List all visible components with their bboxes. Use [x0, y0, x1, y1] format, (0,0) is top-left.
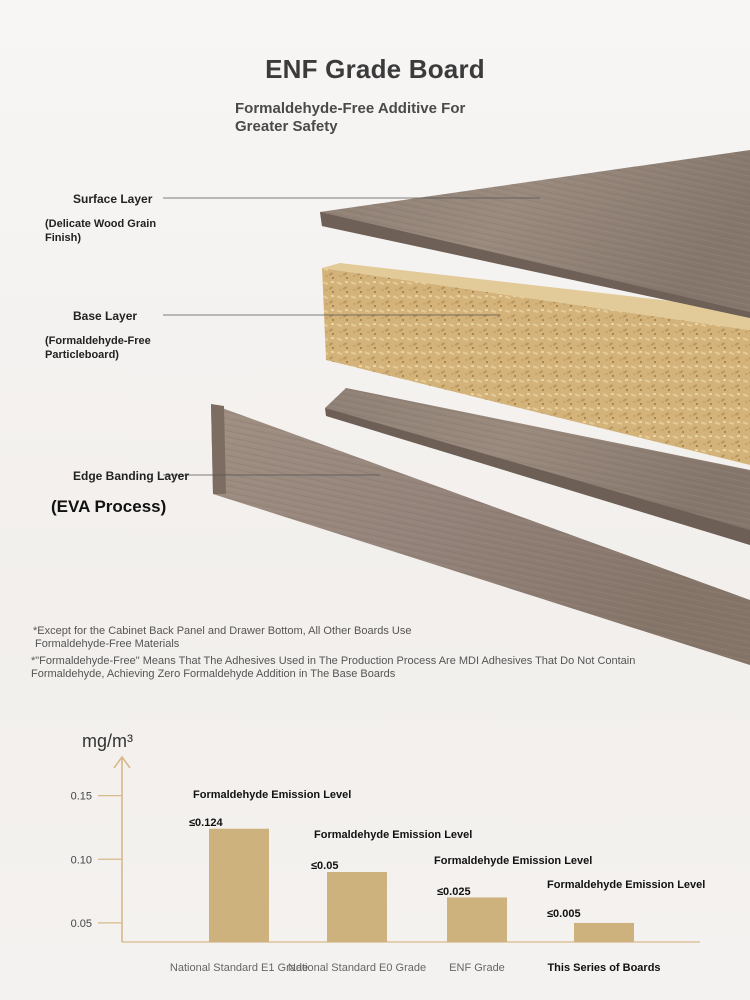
bar-value-label-2: ≤0.025: [437, 886, 471, 898]
x-tick-label-3: This Series of Boards: [547, 962, 661, 974]
bar-value-label-3: ≤0.005: [547, 908, 581, 920]
y-tick-label-2: 0.15: [70, 790, 92, 803]
footnote-2-line-1: *"Formaldehyde-Free" Means That The Adhesives Used in The Production Process Are MDI Adhesives That Do Not Contain: [31, 655, 636, 667]
bar-value-label-1: ≤0.05: [311, 860, 339, 872]
subtitle-line-2: Greater Safety: [235, 118, 338, 135]
edge-layer-label: Edge Banding Layer: [73, 469, 190, 483]
subtitle-line-1: Formaldehyde-Free Additive For: [235, 100, 466, 117]
base-desc-line-2: Particleboard): [45, 349, 119, 361]
bar-title-2: Formaldehyde Emission Level: [434, 855, 593, 867]
footnote-1-line-2: Formaldehyde-Free Materials: [35, 637, 180, 650]
x-tick-label-0: National Standard E1 Grade: [169, 962, 309, 974]
edge-layer-desc: (EVA Process): [51, 497, 167, 516]
footnote-1-line-1: *Except for the Cabinet Back Panel and Drawer Bottom, All Other Boards Use: [33, 625, 412, 637]
base-layer-label: Base Layer: [73, 309, 138, 323]
bar-title-3: Formaldehyde Emission Level: [547, 879, 706, 891]
bar-2: [447, 897, 507, 942]
y-tick-label-0: 0.05: [70, 917, 92, 930]
y-tick-label-1: 0.10: [70, 854, 92, 867]
chart-unit-label: mg/m³: [82, 731, 133, 751]
bar-title-0: Formaldehyde Emission Level: [193, 789, 352, 801]
page-title: ENF Grade Board: [265, 54, 485, 84]
surface-desc-line-2: Finish): [45, 232, 82, 244]
bar-title-1: Formaldehyde Emission Level: [314, 829, 473, 841]
bar-3: [574, 923, 634, 942]
bar-value-label-0: ≤0.124: [189, 817, 223, 829]
bar-1: [327, 872, 387, 942]
surface-layer-label: Surface Layer: [73, 192, 153, 206]
x-tick-label-1: National Standard E0 Grade: [287, 962, 427, 974]
footnote-2-line-2: Formaldehyde, Achieving Zero Formaldehyde Addition in The Base Boards: [31, 667, 396, 680]
bar-0: [209, 829, 269, 942]
x-tick-label-2: ENF Grade: [449, 962, 505, 974]
base-desc-line-1: (Formaldehyde-Free: [45, 335, 151, 347]
surface-desc-line-1: (Delicate Wood Grain: [45, 218, 157, 230]
